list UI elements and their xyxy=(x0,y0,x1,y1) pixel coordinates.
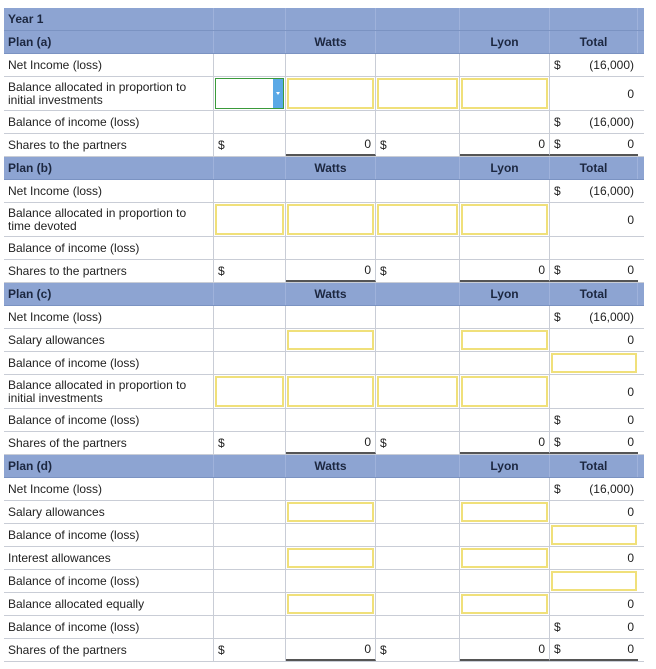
plan-title: Plan (d) xyxy=(4,455,214,477)
row-label: Shares of the partners xyxy=(4,432,214,454)
table-row xyxy=(4,329,644,352)
lyon-ratio-input[interactable] xyxy=(377,204,458,235)
plan-title: Plan (c) xyxy=(4,283,214,305)
table-row xyxy=(4,547,644,570)
allocation-table xyxy=(4,8,644,662)
dollar-sign: $ xyxy=(218,264,225,278)
row-label: Balance allocated in proportion to initial investments xyxy=(4,77,214,110)
total-value: 0 xyxy=(627,597,634,611)
total-value: 0 xyxy=(627,551,634,565)
plan-title: Plan (b) xyxy=(4,157,214,179)
table-row xyxy=(4,501,644,524)
dollar-sign: $ xyxy=(554,184,561,198)
plan-header-row xyxy=(4,283,644,306)
lyon-header: Lyon xyxy=(460,31,550,53)
table-row xyxy=(4,478,644,501)
row-label: Balance allocated in proportion to initial investments xyxy=(4,375,214,408)
watts-ratio-input[interactable] xyxy=(215,376,284,407)
watts-share-value: 0 xyxy=(364,263,371,277)
lyon-header: Lyon xyxy=(460,157,550,179)
watts-amount-input[interactable] xyxy=(287,330,374,350)
total-input[interactable] xyxy=(551,353,637,373)
dollar-sign: $ xyxy=(554,642,561,656)
plan-title: Plan (a) xyxy=(4,31,214,53)
table-row xyxy=(4,409,644,432)
total-value: (16,000) xyxy=(589,58,634,72)
watts-ratio-input[interactable] xyxy=(215,204,284,235)
row-label: Balance of income (loss) xyxy=(4,524,214,546)
table-row xyxy=(4,593,644,616)
dollar-sign: $ xyxy=(554,413,561,427)
row-label: Balance of income (loss) xyxy=(4,570,214,592)
total-value: 0 xyxy=(627,86,634,101)
total-value: 0 xyxy=(627,413,634,427)
table-row xyxy=(4,375,644,409)
row-label: Shares to the partners xyxy=(4,260,214,282)
total-value: 0 xyxy=(627,642,634,656)
dollar-sign: $ xyxy=(554,137,561,151)
row-label: Interest allowances xyxy=(4,547,214,569)
watts-ratio-input[interactable] xyxy=(215,78,284,109)
dollar-sign: $ xyxy=(554,310,561,324)
table-row xyxy=(4,352,644,375)
lyon-header: Lyon xyxy=(460,283,550,305)
row-label: Net Income (loss) xyxy=(4,180,214,202)
total-input[interactable] xyxy=(551,571,637,591)
dollar-sign: $ xyxy=(554,620,561,634)
table-row xyxy=(4,570,644,593)
total-header: Total xyxy=(550,31,638,53)
lyon-ratio-input[interactable] xyxy=(377,78,458,109)
table-row xyxy=(4,432,644,455)
chevron-down-icon[interactable] xyxy=(273,79,283,108)
total-value: (16,000) xyxy=(589,184,634,198)
table-row xyxy=(4,77,644,111)
total-value: (16,000) xyxy=(589,310,634,324)
table-row xyxy=(4,203,644,237)
year-header-row xyxy=(4,8,644,31)
dollar-sign: $ xyxy=(218,643,225,657)
watts-amount-input[interactable] xyxy=(287,548,374,568)
total-value: 0 xyxy=(627,137,634,151)
lyon-amount-input[interactable] xyxy=(461,330,548,350)
row-label: Balance allocated equally xyxy=(4,593,214,615)
total-value: 0 xyxy=(627,263,634,277)
total-value: (16,000) xyxy=(589,482,634,496)
watts-share-value: 0 xyxy=(364,642,371,656)
dollar-sign: $ xyxy=(554,115,561,129)
total-header: Total xyxy=(550,283,638,305)
dollar-sign: $ xyxy=(380,264,387,278)
total-value: 0 xyxy=(627,435,634,449)
total-header: Total xyxy=(550,455,638,477)
total-value: 0 xyxy=(627,333,634,347)
watts-header: Watts xyxy=(286,31,376,53)
dollar-sign: $ xyxy=(218,138,225,152)
table-row xyxy=(4,54,644,77)
total-value: 0 xyxy=(627,384,634,399)
row-label: Shares to the partners xyxy=(4,134,214,156)
row-label: Net Income (loss) xyxy=(4,306,214,328)
watts-share-value: 0 xyxy=(364,137,371,151)
lyon-header: Lyon xyxy=(460,455,550,477)
watts-amount-input[interactable] xyxy=(287,594,374,614)
lyon-share-value: 0 xyxy=(538,263,545,277)
row-label: Balance allocated in proportion to time devoted xyxy=(4,203,214,236)
lyon-share-value: 0 xyxy=(538,435,545,449)
lyon-amount-input[interactable] xyxy=(461,376,548,407)
row-label: Balance of income (loss) xyxy=(4,111,214,133)
table-row xyxy=(4,260,644,283)
row-label: Net Income (loss) xyxy=(4,478,214,500)
dollar-sign: $ xyxy=(554,482,561,496)
row-label: Salary allowances xyxy=(4,501,214,523)
table-row xyxy=(4,180,644,203)
year-label: Year 1 xyxy=(4,8,214,30)
watts-share-value: 0 xyxy=(364,435,371,449)
watts-amount-input[interactable] xyxy=(287,204,374,235)
watts-amount-input[interactable] xyxy=(287,78,374,109)
table-row xyxy=(4,111,644,134)
plan-header-row xyxy=(4,157,644,180)
row-label: Balance of income (loss) xyxy=(4,237,214,259)
row-label: Shares of the partners xyxy=(4,639,214,661)
dollar-sign: $ xyxy=(380,138,387,152)
row-label: Balance of income (loss) xyxy=(4,409,214,431)
watts-amount-input[interactable] xyxy=(287,376,374,407)
lyon-amount-input[interactable] xyxy=(461,502,548,522)
lyon-share-value: 0 xyxy=(538,137,545,151)
table-row xyxy=(4,639,644,662)
total-value: 0 xyxy=(627,505,634,519)
total-value: (16,000) xyxy=(589,115,634,129)
lyon-amount-input[interactable] xyxy=(461,78,548,109)
plan-header-row xyxy=(4,455,644,478)
table-row xyxy=(4,616,644,639)
dollar-sign: $ xyxy=(554,435,561,449)
lyon-ratio-input[interactable] xyxy=(377,376,458,407)
table-row xyxy=(4,524,644,547)
row-label: Balance of income (loss) xyxy=(4,352,214,374)
table-row xyxy=(4,306,644,329)
dollar-sign: $ xyxy=(554,263,561,277)
watts-amount-input[interactable] xyxy=(287,502,374,522)
dollar-sign: $ xyxy=(218,436,225,450)
row-label: Net Income (loss) xyxy=(4,54,214,76)
lyon-amount-input[interactable] xyxy=(461,204,548,235)
total-input[interactable] xyxy=(551,525,637,545)
watts-header: Watts xyxy=(286,157,376,179)
plan-header-row xyxy=(4,31,644,54)
dollar-sign: $ xyxy=(380,643,387,657)
total-header: Total xyxy=(550,157,638,179)
lyon-amount-input[interactable] xyxy=(461,594,548,614)
table-row xyxy=(4,237,644,260)
total-value: 0 xyxy=(627,212,634,227)
watts-header: Watts xyxy=(286,455,376,477)
lyon-share-value: 0 xyxy=(538,642,545,656)
lyon-amount-input[interactable] xyxy=(461,548,548,568)
row-label: Salary allowances xyxy=(4,329,214,351)
row-label: Balance of income (loss) xyxy=(4,616,214,638)
dollar-sign: $ xyxy=(380,436,387,450)
total-value: 0 xyxy=(627,620,634,634)
dollar-sign: $ xyxy=(554,58,561,72)
table-row xyxy=(4,134,644,157)
watts-header: Watts xyxy=(286,283,376,305)
